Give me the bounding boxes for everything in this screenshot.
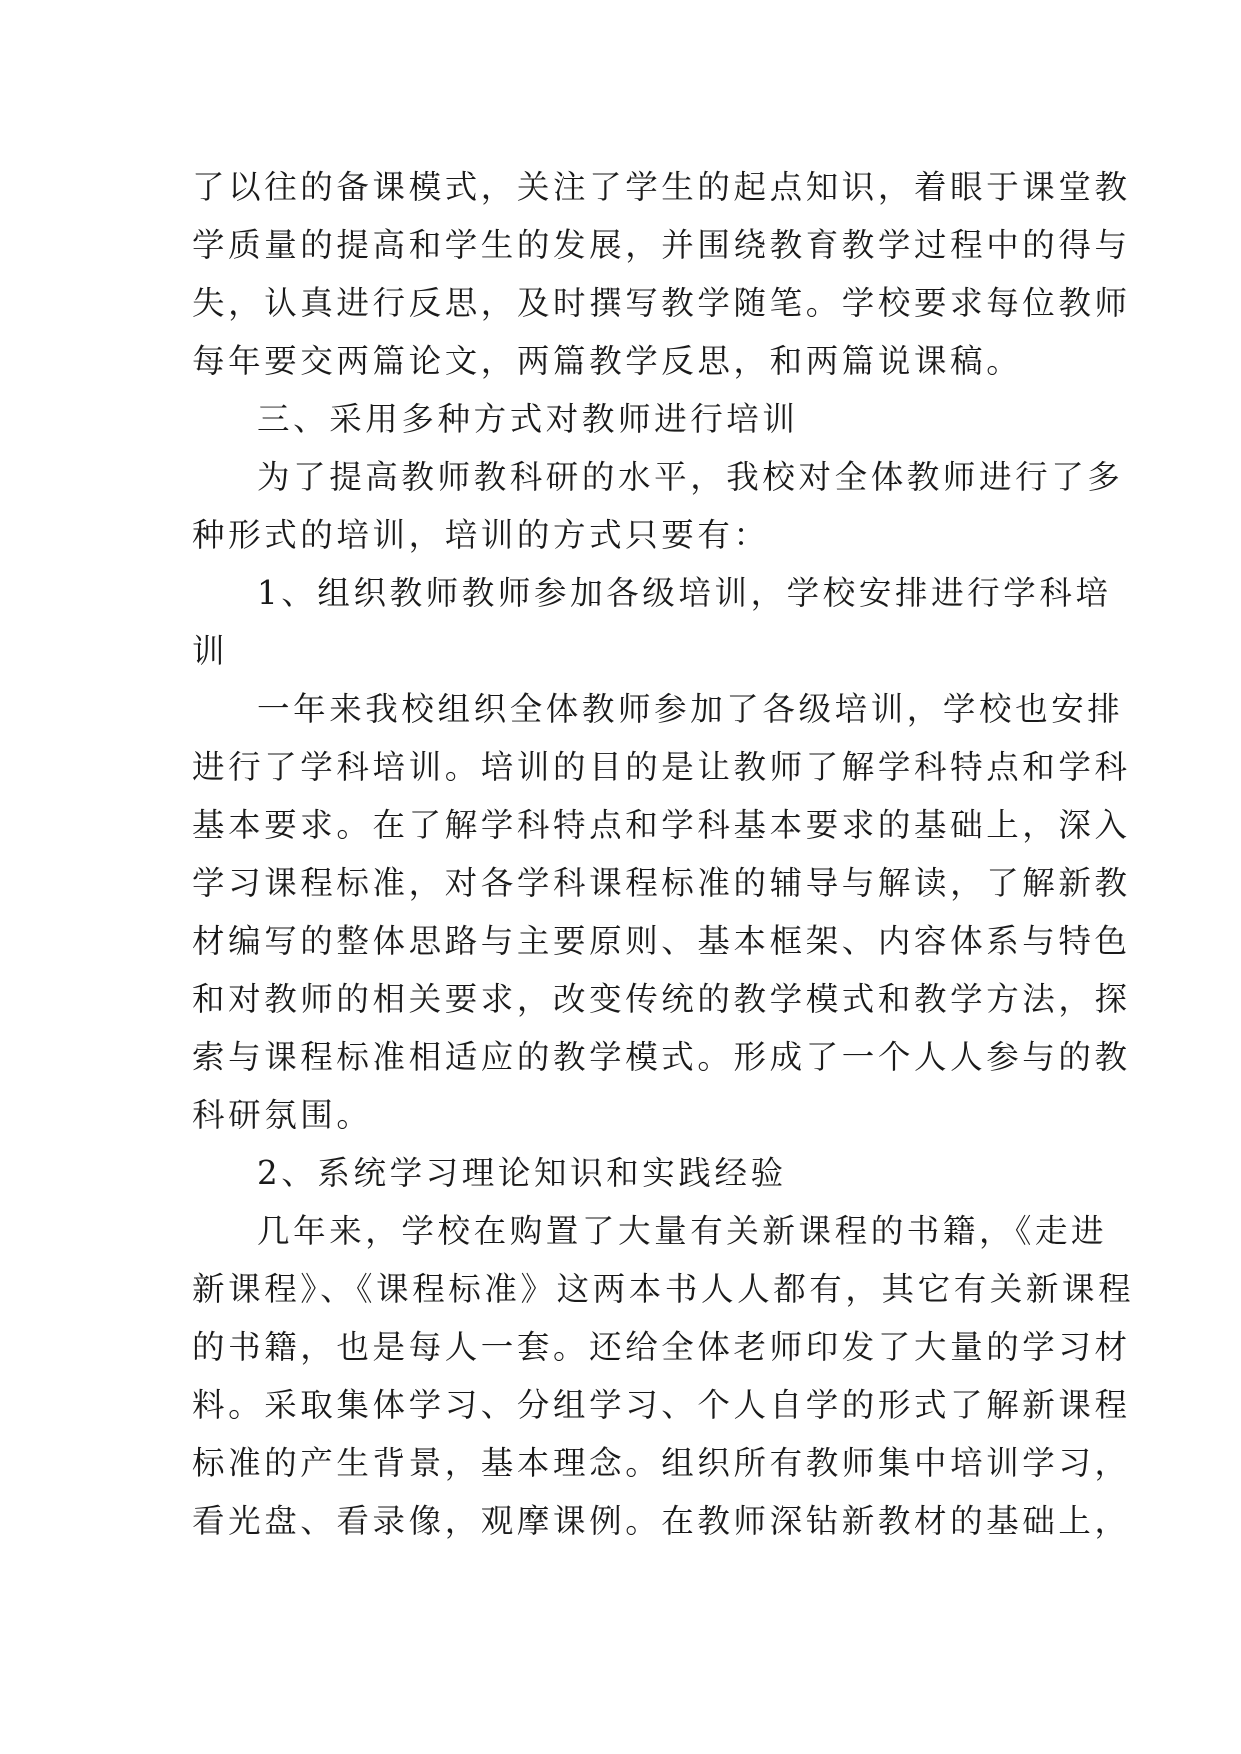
text-line: 为了提高教师教科研的水平，我校对全体教师进行了多 [257,458,1124,496]
text-line: 料。采取集体学习、分组学习、个人自学的形式了解新课程 [192,1386,1131,1424]
text-line: 失，认真进行反思，及时撰写教学随笔。学校要求每位教师 [192,284,1131,322]
text-line: 学习课程标准，对各学科课程标准的辅导与解读，了解新教 [192,864,1131,902]
text-line: 种形式的培训，培训的方式只要有： [192,516,770,554]
text-line: 学质量的提高和学生的发展，并围绕教育教学过程中的得与 [192,226,1131,264]
text-line: 标准的产生背景，基本理念。组织所有教师集中培训学习， [192,1444,1131,1482]
text-line: 了以往的备课模式，关注了学生的起点知识，着眼于课堂教 [192,168,1131,206]
text-line: 材编写的整体思路与主要原则、基本框架、内容体系与特色 [192,922,1131,960]
text-line: 索与课程标准相适应的教学模式。形成了一个人人参与的教 [192,1038,1131,1076]
text-line: 每年要交两篇论文，两篇教学反思，和两篇说课稿。 [192,342,1023,380]
subsection-heading: 2、系统学习理论知识和实践经验 [257,1154,787,1192]
text-line: 进行了学科培训。培训的目的是让教师了解学科特点和学科 [192,748,1131,786]
subsection-heading-continuation: 训 [192,632,229,670]
text-line: 一年来我校组织全体教师参加了各级培训，学校也安排 [257,690,1124,728]
text-line: 和对教师的相关要求，改变传统的教学模式和教学方法，探 [192,980,1131,1018]
section-heading: 三、采用多种方式对教师进行培训 [257,400,799,438]
document-body [192,158,1135,1550]
text-line: 新课程》、《课程标准》这两本书人人都有，其它有关新课程 [192,1270,1135,1308]
text-line: 看光盘、看录像，观摩课例。在教师深钻新教材的基础上， [192,1502,1131,1540]
text-line: 几年来，学校在购置了大量有关新课程的书籍，《走进 [257,1212,1108,1250]
text-line: 基本要求。在了解学科特点和学科基本要求的基础上，深入 [192,806,1131,844]
text-line: 科研氛围。 [192,1096,373,1134]
text-line: 的书籍，也是每人一套。还给全体老师印发了大量的学习材 [192,1328,1131,1366]
subsection-heading: 1、组织教师教师参加各级培训，学校安排进行学科培 [257,574,1112,612]
